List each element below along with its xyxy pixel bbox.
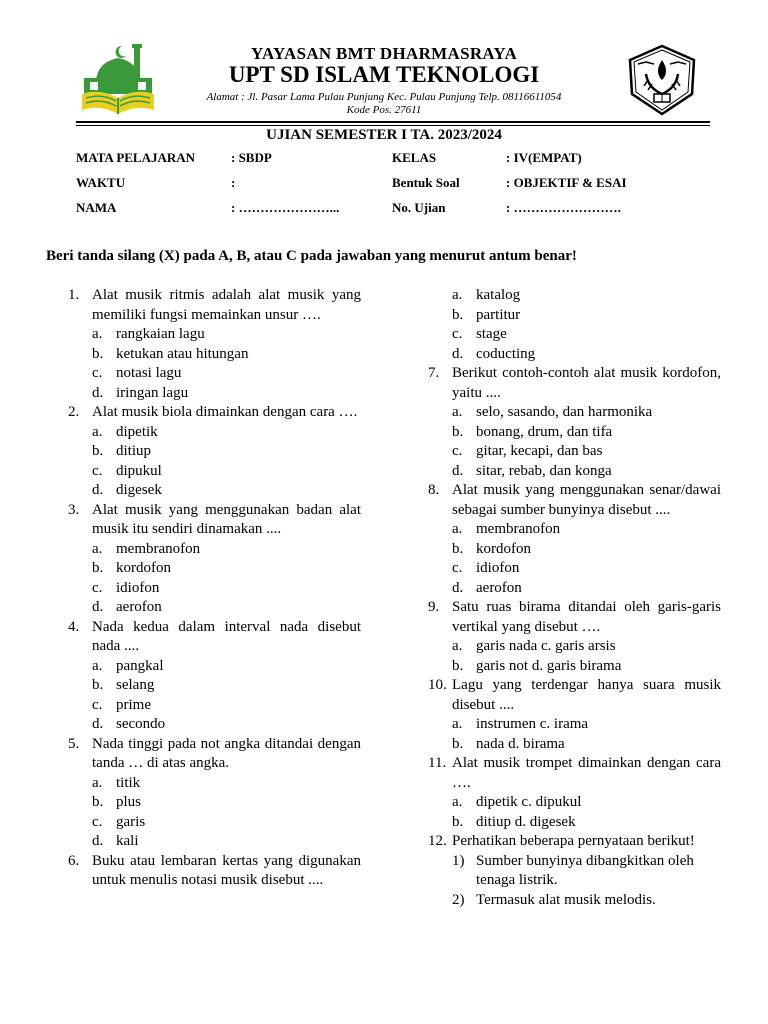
- question-number: 2.: [68, 404, 80, 420]
- option-letter: a.: [92, 774, 103, 791]
- option-text: partitur: [476, 306, 521, 323]
- answer-option: [68, 442, 361, 462]
- option-text: dipetik c. dipukul: [476, 794, 582, 810]
- option-text: Sumber bunyinya dibangkitkan oleh tenaga listrik.: [476, 852, 694, 888]
- answer-option: [428, 306, 721, 326]
- option-text: garis nada c. garis arsis: [476, 638, 616, 654]
- question-text: Lagu yang terdengar hanya suara musik disebut ....: [452, 677, 721, 713]
- option-text: aerofon: [476, 579, 522, 596]
- question-text: Nada tinggi pada not angka ditandai dengan tanda … di atas angka.: [92, 735, 361, 771]
- option-letter: b.: [452, 813, 464, 830]
- option-letter: b.: [92, 677, 104, 693]
- answer-option: [68, 598, 361, 618]
- form-label: Bentuk Soal: [392, 175, 460, 190]
- option-letter: c.: [92, 365, 103, 381]
- questions-left-column: [68, 286, 361, 891]
- time-label: WAKTU: [76, 175, 126, 190]
- option-text: ditiup: [116, 443, 152, 459]
- answer-option: [428, 540, 721, 560]
- question: [428, 598, 721, 637]
- option-text: idiofon: [476, 560, 520, 576]
- answer-option: [68, 462, 361, 482]
- question-text: Alat musik ritmis adalah alat musik yang memiliki fungsi memainkan unsur ….: [92, 287, 361, 323]
- question-number: 9.: [428, 599, 440, 615]
- question-number: 12.: [428, 833, 447, 849]
- question-number: 6.: [68, 852, 80, 869]
- question-number: 5.: [68, 735, 80, 752]
- option-text: notasi lagu: [116, 365, 182, 381]
- answer-option: [68, 579, 361, 599]
- option-letter: a.: [92, 423, 103, 440]
- option-text: membranofon: [116, 540, 201, 557]
- option-letter: d.: [92, 384, 104, 401]
- question: [68, 403, 361, 423]
- answer-option: [68, 423, 361, 443]
- header-divider-thin: [76, 125, 710, 126]
- option-letter: c.: [92, 579, 103, 596]
- option-letter: c.: [452, 326, 463, 342]
- exam-number-value: : …………………….: [506, 200, 621, 215]
- option-letter: a.: [452, 404, 463, 420]
- option-text: iringan lagu: [116, 384, 189, 401]
- answer-option: [428, 793, 721, 813]
- name-label: NAMA: [76, 200, 117, 215]
- form-value: : OBJEKTIF & ESAI: [506, 175, 627, 190]
- option-text: pangkal: [116, 657, 164, 674]
- option-text: Termasuk alat musik melodis.: [476, 891, 656, 908]
- option-text: selo, sasando, dan harmonika: [476, 404, 653, 420]
- question-number: 11.: [428, 755, 447, 771]
- option-text: secondo: [116, 716, 166, 732]
- question-number: 10.: [428, 677, 447, 693]
- answer-option: [68, 793, 361, 813]
- option-text: membranofon: [476, 521, 561, 537]
- option-text: katalog: [476, 287, 521, 303]
- option-text: dipetik: [116, 423, 158, 440]
- option-text: coducting: [476, 345, 536, 362]
- option-letter: a.: [452, 287, 463, 303]
- option-text: garis: [116, 813, 146, 830]
- answer-option: [428, 520, 721, 540]
- answer-option: [68, 345, 361, 365]
- question-text: Perhatikan beberapa pernyataan berikut!: [452, 833, 695, 849]
- question-text: Nada kedua dalam interval nada disebut nada ....: [92, 618, 361, 654]
- question: [428, 832, 721, 852]
- answer-option: [428, 891, 721, 911]
- option-text: dipukul: [116, 462, 162, 479]
- question-text: Alat musik biola dimainkan dengan cara ….: [92, 404, 358, 420]
- school-name: UPT SD ISLAM TEKNOLOGI: [228, 62, 540, 87]
- header-divider-thick: [76, 121, 710, 123]
- option-letter: d.: [452, 462, 464, 479]
- answer-option: [428, 559, 721, 579]
- question: [428, 481, 721, 520]
- option-letter: a.: [452, 794, 463, 810]
- option-letter: b.: [452, 657, 464, 674]
- question-number: 3.: [68, 501, 80, 518]
- question: [428, 364, 721, 403]
- answer-option: [68, 559, 361, 579]
- answer-option: [428, 325, 721, 345]
- option-text: digesek: [116, 482, 162, 498]
- option-letter: b.: [92, 794, 104, 810]
- answer-option: [68, 676, 361, 696]
- answer-option: [68, 832, 361, 852]
- option-text: instrumen c. irama: [476, 716, 589, 732]
- answer-option: [68, 325, 361, 345]
- answer-option: [428, 852, 721, 891]
- option-text: gitar, kecapi, dan bas: [476, 443, 603, 459]
- option-letter: b.: [92, 345, 104, 362]
- answer-option: [68, 813, 361, 833]
- question: [428, 676, 721, 715]
- name-value: : …………………...: [231, 200, 340, 215]
- exam-number-label: No. Ujian: [392, 200, 446, 215]
- option-text: nada d. birama: [476, 735, 565, 752]
- answer-option: [428, 403, 721, 423]
- answer-option: [68, 364, 361, 384]
- answer-option: [68, 696, 361, 716]
- option-letter: a.: [92, 540, 103, 557]
- option-text: kordofon: [116, 560, 171, 576]
- question-text: Alat musik yang menggunakan senar/dawai sebagai sumber bunyinya disebut ....: [452, 482, 721, 518]
- school-address: Alamat : Jl. Pasar Lama Pulau Punjung Kec. Pulau Punjung Telp. 08116611054: [206, 91, 562, 103]
- question-number: 1.: [68, 287, 80, 303]
- question: [68, 735, 361, 774]
- option-letter: a.: [92, 326, 103, 342]
- option-letter: a.: [452, 716, 463, 732]
- option-letter: a.: [452, 638, 463, 654]
- question-text: Satu ruas birama ditandai oleh garis-garis vertikal yang disebut ….: [452, 599, 721, 635]
- answer-option: [68, 540, 361, 560]
- option-letter: c.: [92, 813, 103, 830]
- option-text: kordofon: [476, 540, 531, 557]
- class-value: : IV(EMPAT): [506, 150, 582, 165]
- answer-option: [428, 345, 721, 365]
- option-letter: d.: [452, 345, 464, 362]
- answer-option: [428, 637, 721, 657]
- answer-option: [68, 384, 361, 404]
- answer-option: [68, 481, 361, 501]
- option-text: rangkaian lagu: [116, 326, 205, 342]
- question-text: Alat musik trompet dimainkan dengan cara ….: [452, 755, 721, 791]
- question: [68, 618, 361, 657]
- option-text: idiofon: [116, 579, 160, 596]
- option-letter: d.: [92, 482, 104, 498]
- option-text: ditiup d. digesek: [476, 813, 576, 830]
- option-text: selang: [116, 677, 155, 693]
- answer-option: [428, 735, 721, 755]
- option-letter: c.: [452, 560, 463, 576]
- answer-option: [68, 774, 361, 794]
- time-value: :: [231, 175, 236, 190]
- option-text: stage: [476, 326, 507, 342]
- option-text: aerofon: [116, 599, 162, 615]
- option-text: kali: [116, 833, 139, 849]
- option-letter: b.: [452, 423, 464, 440]
- option-letter: c.: [92, 696, 103, 713]
- subject-value: : SBDP: [231, 150, 272, 165]
- instruction: Beri tanda silang (X) pada A, B, atau C pada jawaban yang menurut antum benar!: [46, 248, 577, 264]
- option-letter: a.: [452, 521, 463, 537]
- question-number: 8.: [428, 482, 440, 498]
- foundation-name: YAYASAN BMT DHARMASRAYA: [250, 44, 518, 63]
- option-text: garis not d. garis birama: [476, 657, 622, 674]
- option-letter: d.: [452, 579, 464, 596]
- question: [68, 286, 361, 325]
- question: [428, 754, 721, 793]
- postal-code: Kode Pos. 27611: [346, 104, 422, 116]
- option-text: plus: [116, 794, 142, 810]
- answer-option: [428, 579, 721, 599]
- question-text: Alat musik yang menggunakan badan alat musik itu sendiri dinamakan ....: [92, 501, 361, 537]
- question-number: 4.: [68, 618, 80, 635]
- question-text: Buku atau lembaran kertas yang digunakan untuk menulis notasi musik disebut ....: [92, 852, 361, 888]
- option-letter: c.: [92, 462, 103, 479]
- option-letter: 2): [452, 891, 465, 908]
- question: [68, 852, 361, 891]
- option-letter: a.: [92, 657, 103, 674]
- option-text: prime: [116, 696, 151, 713]
- question: [68, 501, 361, 540]
- answer-option: [428, 715, 721, 735]
- answer-option: [428, 286, 721, 306]
- answer-option: [428, 442, 721, 462]
- answer-option: [68, 715, 361, 735]
- option-text: ketukan atau hitungan: [116, 345, 249, 362]
- answer-option: [68, 657, 361, 677]
- option-text: titik: [116, 774, 141, 791]
- option-text: bonang, drum, dan tifa: [476, 423, 613, 440]
- question-number: 7.: [428, 365, 440, 381]
- option-letter: b.: [452, 735, 464, 752]
- option-letter: b.: [452, 540, 464, 557]
- answer-option: [428, 423, 721, 443]
- option-letter: d.: [92, 599, 104, 615]
- option-letter: d.: [92, 833, 104, 849]
- answer-option: [428, 462, 721, 482]
- class-label: KELAS: [392, 150, 437, 165]
- answer-option: [428, 657, 721, 677]
- question-text: Berikut contoh-contoh alat musik kordofon, yaitu ....: [452, 365, 721, 401]
- option-letter: b.: [452, 306, 464, 323]
- questions-right-column: [428, 286, 721, 910]
- subject-label: MATA PELAJARAN: [76, 150, 196, 165]
- exam-title: UJIAN SEMESTER I TA. 2023/2024: [266, 127, 502, 143]
- option-letter: b.: [92, 443, 104, 459]
- option-text: sitar, rebab, dan konga: [476, 462, 612, 479]
- answer-option: [428, 813, 721, 833]
- option-letter: c.: [452, 443, 463, 459]
- option-letter: b.: [92, 560, 104, 576]
- option-letter: 1): [452, 852, 465, 869]
- option-letter: d.: [92, 716, 104, 732]
